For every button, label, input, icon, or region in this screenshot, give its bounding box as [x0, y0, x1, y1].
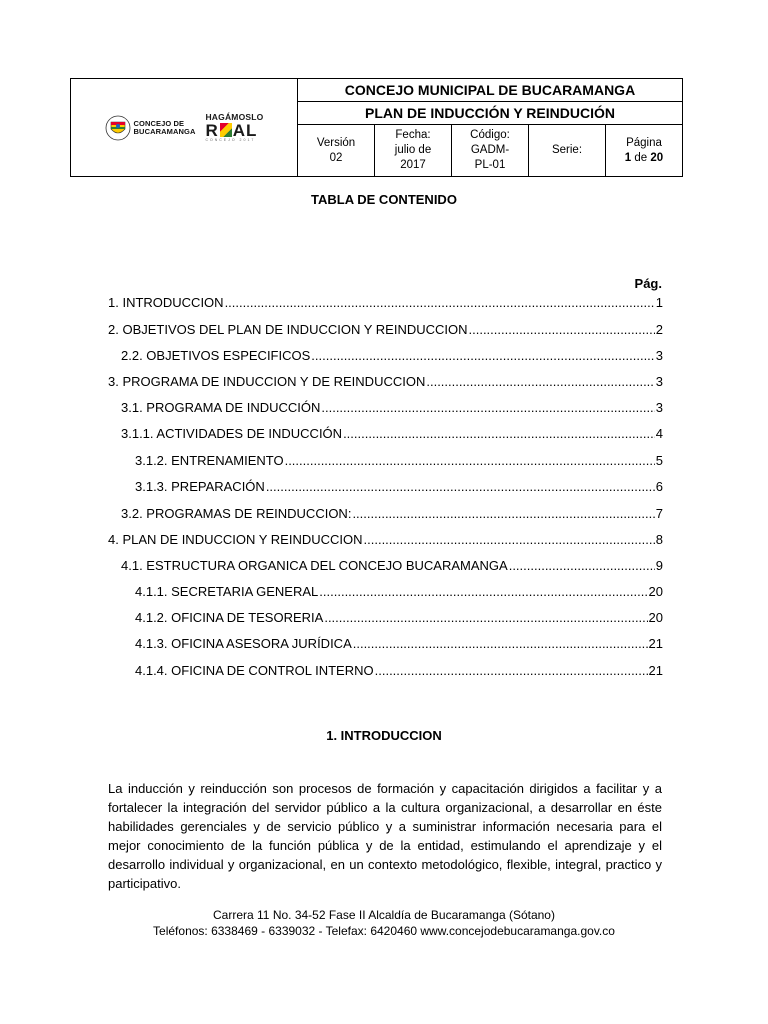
intro-paragraph: La inducción y reinducción son procesos de formación y capacitación dirigidos a facilitar y a fortalecer la integración del servidor público a la cultura organizacional, a desarrollar en éste habilidades gerenciales y de servicio público y a suministrar información necesaria para el mejor conocimiento de la función pública y de la entidad, estimulando el aprendizaje y el desarrollo individual y organizacional, en un contexto metodológico, flexible, integral, practico y participativo. — [108, 781, 662, 891]
codigo-cell — [452, 125, 529, 177]
toc-entry-page: 20 — [648, 610, 663, 625]
toc-entry[interactable] — [135, 663, 663, 679]
footer-contact: Teléfonos: 6338469 - 6339032 - Telefax: 6420460 www.concejodebucaramanga.gov.co — [153, 924, 615, 938]
real-logo-al: AL — [232, 120, 258, 140]
toc-entry[interactable] — [135, 610, 663, 626]
pagina-current: 1 — [624, 151, 632, 164]
codigo-value-2: PL-01 — [474, 159, 506, 171]
toc-entry-label: 1. INTRODUCCION — [108, 295, 224, 310]
toc-entry[interactable] — [108, 532, 663, 548]
pagina-label: Página — [626, 136, 662, 149]
logo-cell — [71, 79, 298, 177]
toc-entry-page: 5 — [655, 453, 663, 468]
toc-entry[interactable] — [121, 506, 663, 522]
toc-entry[interactable] — [108, 374, 663, 390]
toc-entry[interactable] — [108, 295, 663, 311]
toc-entry-label: 4.1.2. OFICINA DE TESORERIA — [135, 610, 324, 625]
toc-entry-label: 2. OBJETIVOS DEL PLAN DE INDUCCION Y REINDUCCION — [108, 322, 468, 337]
toc-entry-page: 6 — [655, 479, 663, 494]
toc-entry[interactable] — [135, 479, 663, 495]
toc-entry-page: 2 — [655, 322, 663, 337]
version-label: Versión — [316, 136, 356, 149]
toc-title: TABLA DE CONTENIDO — [311, 192, 457, 207]
toc-entry-page: 20 — [648, 584, 663, 599]
toc-entry-label: 3. PROGRAMA DE INDUCCION Y DE REINDUCCION — [108, 374, 426, 389]
version-value: 02 — [329, 151, 343, 164]
real-logo-flag-icon — [220, 123, 232, 137]
toc-entry-page: 7 — [655, 506, 663, 521]
toc-entry-page: 21 — [648, 636, 663, 651]
toc-entry-page: 9 — [655, 558, 663, 573]
pagina-cell — [606, 125, 683, 177]
page-footer — [0, 907, 768, 939]
toc-entry[interactable] — [121, 558, 663, 574]
real-logo-top: HAGÁMOSLO — [205, 112, 264, 122]
intro-heading: 1. INTRODUCCION — [326, 728, 442, 743]
serie-label: Serie: — [551, 144, 583, 156]
toc-entry-label: 4.1.3. OFICINA ASESORA JURÍDICA — [135, 636, 352, 651]
toc-entry[interactable] — [108, 322, 663, 338]
toc-entry[interactable] — [121, 426, 663, 442]
toc-entry[interactable] — [135, 584, 663, 600]
toc-entry-label: 4.1.4. OFICINA DE CONTROL INTERNO — [135, 663, 374, 678]
toc-entry-label: 3.1.1. ACTIVIDADES DE INDUCCIÓN — [121, 426, 343, 441]
real-logo-r: R — [205, 120, 219, 140]
toc-entry-label: 3.1.3. PREPARACIÓN — [135, 479, 265, 494]
toc-entry-label: 3.1. PROGRAMA DE INDUCCIÓN — [121, 400, 321, 415]
doc-title: PLAN DE INDUCCIÓN Y REINDUCIÓN — [298, 102, 683, 125]
toc-entry[interactable] — [135, 453, 663, 469]
fecha-label: Fecha: — [395, 129, 431, 141]
toc-entry-label: 4.1. ESTRUCTURA ORGANICA DEL CONCEJO BUCARAMANGA — [121, 558, 508, 573]
hagamoslo-real-logo — [205, 113, 263, 142]
toc-entry-label: 4. PLAN DE INDUCCION Y REINDUCCION — [108, 532, 363, 547]
toc-entry-page: 8 — [655, 532, 663, 547]
fecha-value-1: julio de — [394, 144, 432, 156]
toc-entry-page: 21 — [648, 663, 663, 678]
toc-entry[interactable] — [121, 348, 663, 364]
toc-entry[interactable] — [135, 636, 663, 652]
fecha-value-2: 2017 — [400, 159, 426, 171]
codigo-label: Código: — [470, 129, 510, 141]
toc-entry-page: 4 — [655, 426, 663, 441]
toc-entry-label: 2.2. OBJETIVOS ESPECIFICOS — [121, 348, 311, 363]
real-logo-sub: CONCEJO 2017 — [205, 137, 256, 142]
toc-entry-label: 3.1.2. ENTRENAMIENTO — [135, 453, 284, 468]
pagina-total: 20 — [650, 151, 664, 164]
version-cell — [298, 125, 375, 177]
toc-entry-page: 1 — [655, 295, 663, 310]
codigo-value-1: GADM- — [470, 144, 510, 156]
toc-page-column-label: Pág. — [634, 276, 662, 291]
org-name: CONCEJO MUNICIPAL DE BUCARAMANGA — [298, 79, 683, 102]
toc-entry-page: 3 — [655, 348, 663, 363]
concejo-logo-line2: BUCARAMANGA — [133, 126, 196, 136]
document-header-table — [70, 78, 683, 177]
fecha-cell — [375, 125, 452, 177]
concejo-logo — [105, 115, 196, 141]
toc-entry-label: 3.2. PROGRAMAS DE REINDUCCION: — [121, 506, 352, 521]
toc-entry[interactable] — [121, 400, 663, 416]
toc-entry-page: 3 — [655, 374, 663, 389]
serie-cell — [529, 125, 606, 177]
footer-address: Carrera 11 No. 34-52 Fase II Alcaldía de Bucaramanga (Sótano) — [213, 908, 555, 922]
concejo-logo-line1: CONCEJO DE — [133, 118, 185, 128]
pagina-of: de — [634, 151, 648, 164]
toc-entry-page: 3 — [655, 400, 663, 415]
toc-entry-label: 4.1.1. SECRETARIA GENERAL — [135, 584, 319, 599]
concejo-crest-icon — [105, 115, 131, 141]
